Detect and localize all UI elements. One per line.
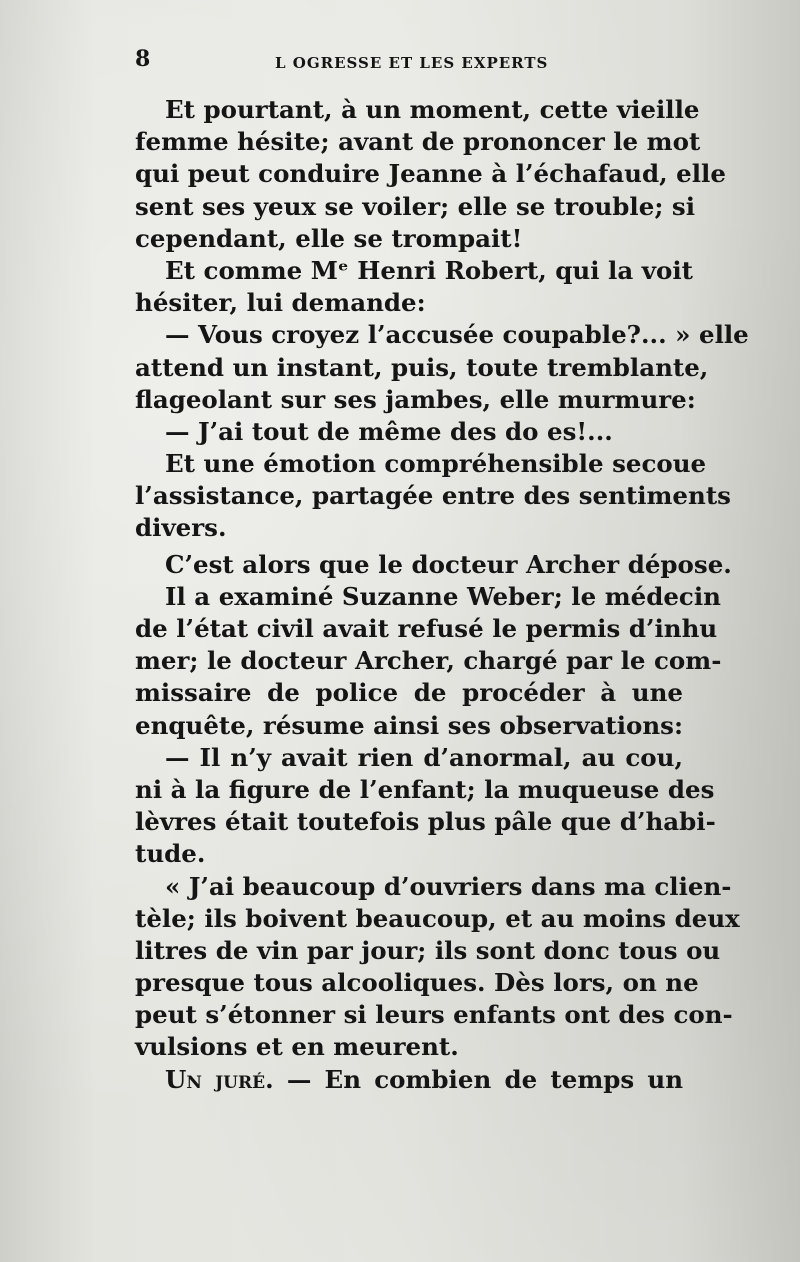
text-line: peut s’étonner si leurs enfants ont des con- <box>135 1000 733 1030</box>
text-line: — Vous croyez l’accusée coupable?... » elle <box>165 320 749 350</box>
text-line: Et pourtant, à un moment, cette vieille <box>165 95 700 124</box>
page-header <box>135 46 680 76</box>
text-line: lèvres était toutefois plus pâle que d’habi- <box>135 807 716 837</box>
text-line: qui peut conduire Jeanne à l’échafaud, elle <box>135 159 726 189</box>
text-line: flageolant sur ses jambes, elle murmure: <box>135 384 696 414</box>
text-line: Un juré. — En combien de temps un <box>165 1064 684 1094</box>
text-line: litres de vin par jour; ils sont donc tous ou <box>135 935 721 965</box>
text-line: — Il n’y avait rien d’anormal, au cou, <box>165 742 683 772</box>
text-line: cependant, elle se trompait! <box>135 223 523 253</box>
text-line: divers. <box>135 513 227 543</box>
text-line: l’assistance, partagée entre des sentiments <box>135 481 731 511</box>
text-line: hésiter, lui demande: <box>135 288 426 318</box>
text-line: tude. <box>135 839 206 869</box>
page-number: 8 <box>135 46 151 72</box>
text-line: de l’état civil avait refusé le permis d’inhu <box>135 614 718 643</box>
text-line: vulsions et en meurent. <box>135 1032 459 1062</box>
text-line: ni à la figure de l’enfant; la muqueuse des <box>135 774 715 804</box>
text-line: — J’ai tout de même des do es!... <box>165 416 613 446</box>
text-line: tèle; ils boivent beaucoup, et au moins deux <box>135 903 740 933</box>
text-line: enquête, résume ainsi ses observations: <box>135 710 683 740</box>
text-line: femme hésite; avant de prononcer le mot <box>135 127 701 157</box>
text-line: sent ses yeux se voiler; elle se trouble; si <box>135 191 695 221</box>
text-line: Il a examiné Suzanne Weber; le médecin <box>165 581 721 611</box>
text-line: Et comme Mᵉ Henri Robert, qui la voit <box>165 255 693 285</box>
running-title: L OGRESSE ET LES EXPERTS <box>275 54 549 72</box>
text-line: presque tous alcooliques. Dès lors, on ne <box>135 968 699 998</box>
text-line: attend un instant, puis, toute tremblante, <box>135 352 709 382</box>
text-line: missaire de police de procéder à une <box>135 678 683 708</box>
text-line: C’est alors que le docteur Archer dépose. <box>165 549 732 579</box>
text-line: Et une émotion compréhensible secoue <box>165 449 707 479</box>
body-text <box>135 94 749 1096</box>
text-line: mer; le docteur Archer, chargé par le com- <box>135 646 722 676</box>
text-line: « J’ai beaucoup d’ouvriers dans ma clien- <box>165 871 732 901</box>
